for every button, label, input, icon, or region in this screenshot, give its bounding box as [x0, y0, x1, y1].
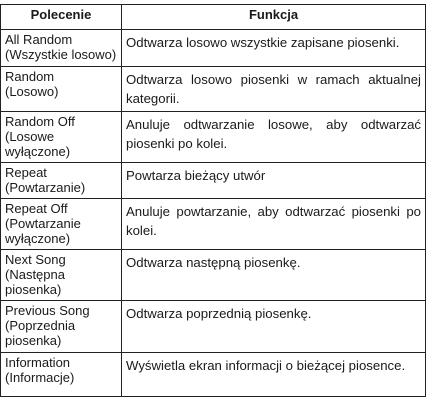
commands-table — [0, 4, 426, 397]
command-name: Information — [5, 355, 71, 370]
command-name: Random Off — [5, 114, 75, 129]
command-cell — [1, 163, 122, 199]
command-translation: (Losowe — [5, 129, 55, 144]
table-row — [1, 353, 426, 397]
table-row — [1, 30, 426, 67]
command-name: Repeat Off — [5, 201, 68, 216]
command-translation: piosenka) — [5, 333, 62, 348]
command-translation: (Losowo) — [5, 84, 59, 99]
header-function: Funkcja — [122, 5, 426, 30]
table-row — [1, 250, 426, 301]
table-row — [1, 163, 426, 199]
table-row — [1, 301, 426, 353]
command-translation: wyłączone) — [5, 144, 71, 159]
command-name: Previous Song — [5, 303, 90, 318]
function-cell: Powtarza bieżący utwór — [122, 163, 426, 199]
table-header-row — [1, 5, 426, 30]
command-cell — [1, 112, 122, 163]
function-cell: Odtwarza losowo wszystkie zapisane piosenki. — [122, 30, 426, 67]
function-cell: Odtwarza losowo piosenki w ramach aktualnej kategorii. — [122, 67, 426, 112]
command-cell — [1, 353, 122, 397]
function-cell: Wyświetla ekran informacji o bieżącej piosence. — [122, 353, 426, 397]
command-translation: (Informacje) — [5, 370, 75, 385]
command-cell — [1, 250, 122, 301]
command-translation: (Powtarzanie) — [5, 180, 86, 195]
command-cell — [1, 67, 122, 112]
table-row — [1, 112, 426, 163]
command-translation: (Następna — [5, 267, 65, 282]
function-cell: Anuluje odtwarzanie losowe, aby odtwarzać piosenki po kolei. — [122, 112, 426, 163]
table-row — [1, 199, 426, 250]
command-translation: (Poprzednia — [5, 318, 76, 333]
command-name: All Random — [5, 32, 73, 47]
function-cell: Odtwarza następną piosenkę. — [122, 250, 426, 301]
command-translation: (Wszystkie losowo) — [5, 47, 117, 62]
header-command: Polecenie — [1, 5, 122, 30]
command-cell — [1, 301, 122, 353]
command-translation: piosenka) — [5, 282, 62, 297]
function-cell: Anuluje powtarzanie, aby odtwarzać piosenki po kolei. — [122, 199, 426, 250]
command-name: Next Song — [5, 252, 66, 267]
command-cell — [1, 30, 122, 67]
command-cell — [1, 199, 122, 250]
command-name: Random — [5, 69, 55, 84]
function-cell: Odtwarza poprzednią piosenkę. — [122, 301, 426, 353]
table-row — [1, 67, 426, 112]
command-translation: (Powtarzanie — [5, 216, 81, 231]
command-translation: wyłączone) — [5, 231, 71, 246]
command-name: Repeat — [5, 165, 47, 180]
